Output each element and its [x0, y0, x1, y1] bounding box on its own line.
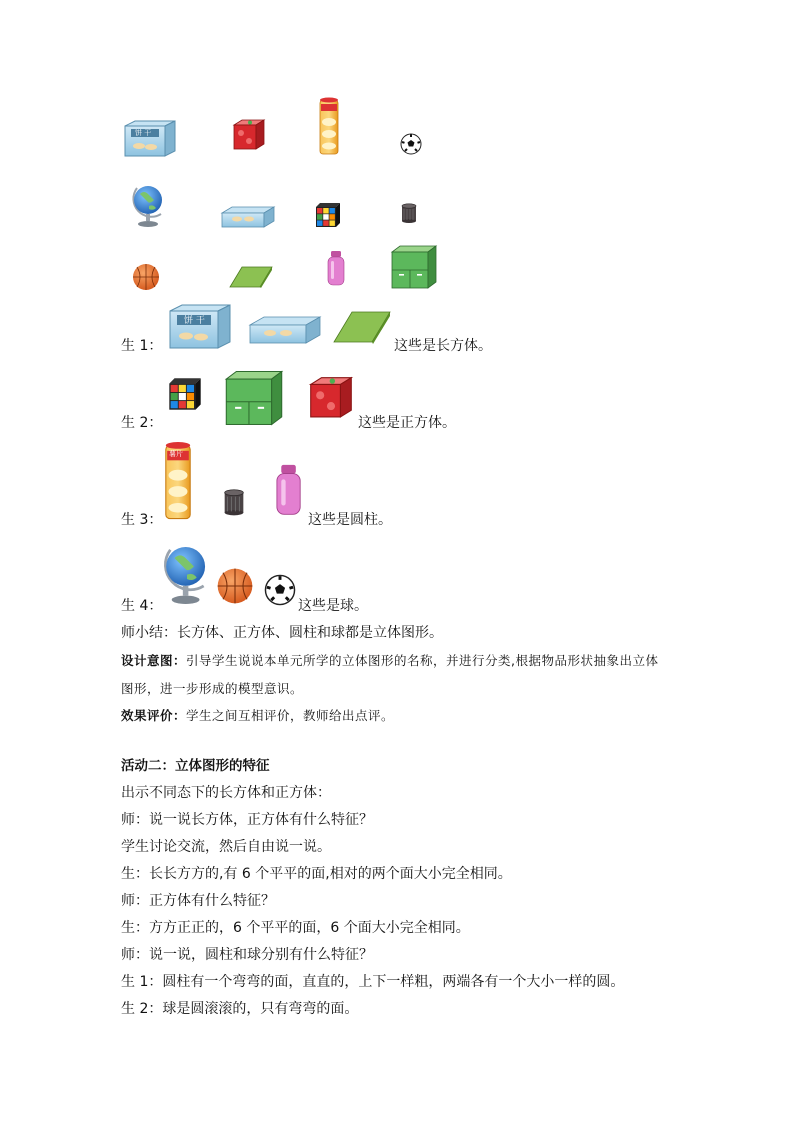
- water-bottle-icon: [326, 250, 348, 288]
- green-cabinet-icon: [390, 244, 438, 290]
- pen-holder-icon: [400, 203, 418, 223]
- rubiks-cube-large-icon: [167, 377, 203, 411]
- student4-text: 这些是球。: [298, 598, 368, 614]
- design-intent-text2: 图形，进一步形成的模型意识。: [121, 681, 304, 696]
- effect-evaluation: [121, 706, 394, 726]
- effect-text: 学生之间互相评价，教师给出点评。: [186, 708, 395, 723]
- activity2-line: 师：说一说，圆柱和球分别有什么特征？: [121, 947, 373, 963]
- flat-biscuit-box-icon: [220, 205, 276, 229]
- basketball-icon: [131, 262, 161, 292]
- green-cabinet-large-icon: [222, 369, 286, 427]
- student2-text: 这些是正方体。: [358, 415, 456, 431]
- design-intent-line1: [121, 651, 659, 671]
- basketball-large-icon: [215, 566, 255, 606]
- biscuit-box-large-icon: [168, 304, 232, 350]
- activity2-line: 生 2：球是圆滚滚的，只有弯弯的面。: [121, 1001, 359, 1017]
- chips-can-icon: [318, 96, 340, 158]
- activity2-line: 生：长长方方的,有 6 个平平的面,相对的两个面大小完全相同。: [121, 866, 512, 882]
- pen-holder-large-icon: [222, 488, 246, 516]
- activity2-heading: 活动二：立体图形的特征: [121, 758, 270, 774]
- globe-large-icon: [162, 538, 212, 606]
- student3-label: 生 3：: [121, 512, 163, 528]
- red-gift-box-icon: [232, 119, 266, 151]
- biscuit-box-icon: [123, 120, 177, 158]
- chips-label: 薯片: [169, 450, 183, 458]
- globe-icon: [131, 180, 167, 228]
- flat-biscuit-box-large-icon: [248, 315, 322, 345]
- soccer-ball-large-icon: [264, 574, 296, 606]
- effect-label: 效果评价：: [121, 708, 187, 723]
- activity2-line: 师：正方体有什么特征？: [121, 893, 275, 909]
- biscuit-label: 饼 干: [135, 129, 152, 137]
- red-gift-box-large-icon: [308, 376, 354, 420]
- activity2-line: 生：方方正正的，6 个平平的面，6 个面大小完全相同。: [121, 920, 470, 936]
- student3-text: 这些是圆柱。: [308, 512, 392, 528]
- green-book-large-icon: [332, 310, 392, 344]
- student1-text: 这些是长方体。: [394, 338, 492, 354]
- student4-label: 生 4：: [121, 598, 163, 614]
- design-intent-text1: 引导学生说说本单元所学的立体图形的名称，并进行分类,根据物品形状抽象出立体: [186, 653, 659, 668]
- activity2-line: 学生讨论交流，然后自由说一说。: [121, 839, 331, 855]
- teacher-summary: 师小结：长方体、正方体、圆柱和球都是立体图形。: [121, 625, 443, 641]
- student2-label: 生 2：: [121, 415, 163, 431]
- activity2-line: 师：说一说长方体，正方体有什么特征？: [121, 812, 373, 828]
- design-intent-label: 设计意图：: [121, 653, 187, 668]
- soccer-ball-icon: [400, 133, 422, 155]
- green-book-icon: [228, 265, 274, 289]
- activity2-line: 出示不同态下的长方体和正方体：: [121, 785, 331, 801]
- chips-can-large-icon: [163, 440, 193, 524]
- student1-label: 生 1：: [121, 338, 163, 354]
- rubiks-cube-icon: [315, 202, 341, 228]
- biscuit-large-label: 饼 干: [184, 316, 205, 326]
- water-bottle-large-icon: [274, 463, 306, 519]
- activity2-line: 生 1：圆柱有一个弯弯的面，直直的，上下一样粗，两端各有一个大小一样的圆。: [121, 974, 625, 990]
